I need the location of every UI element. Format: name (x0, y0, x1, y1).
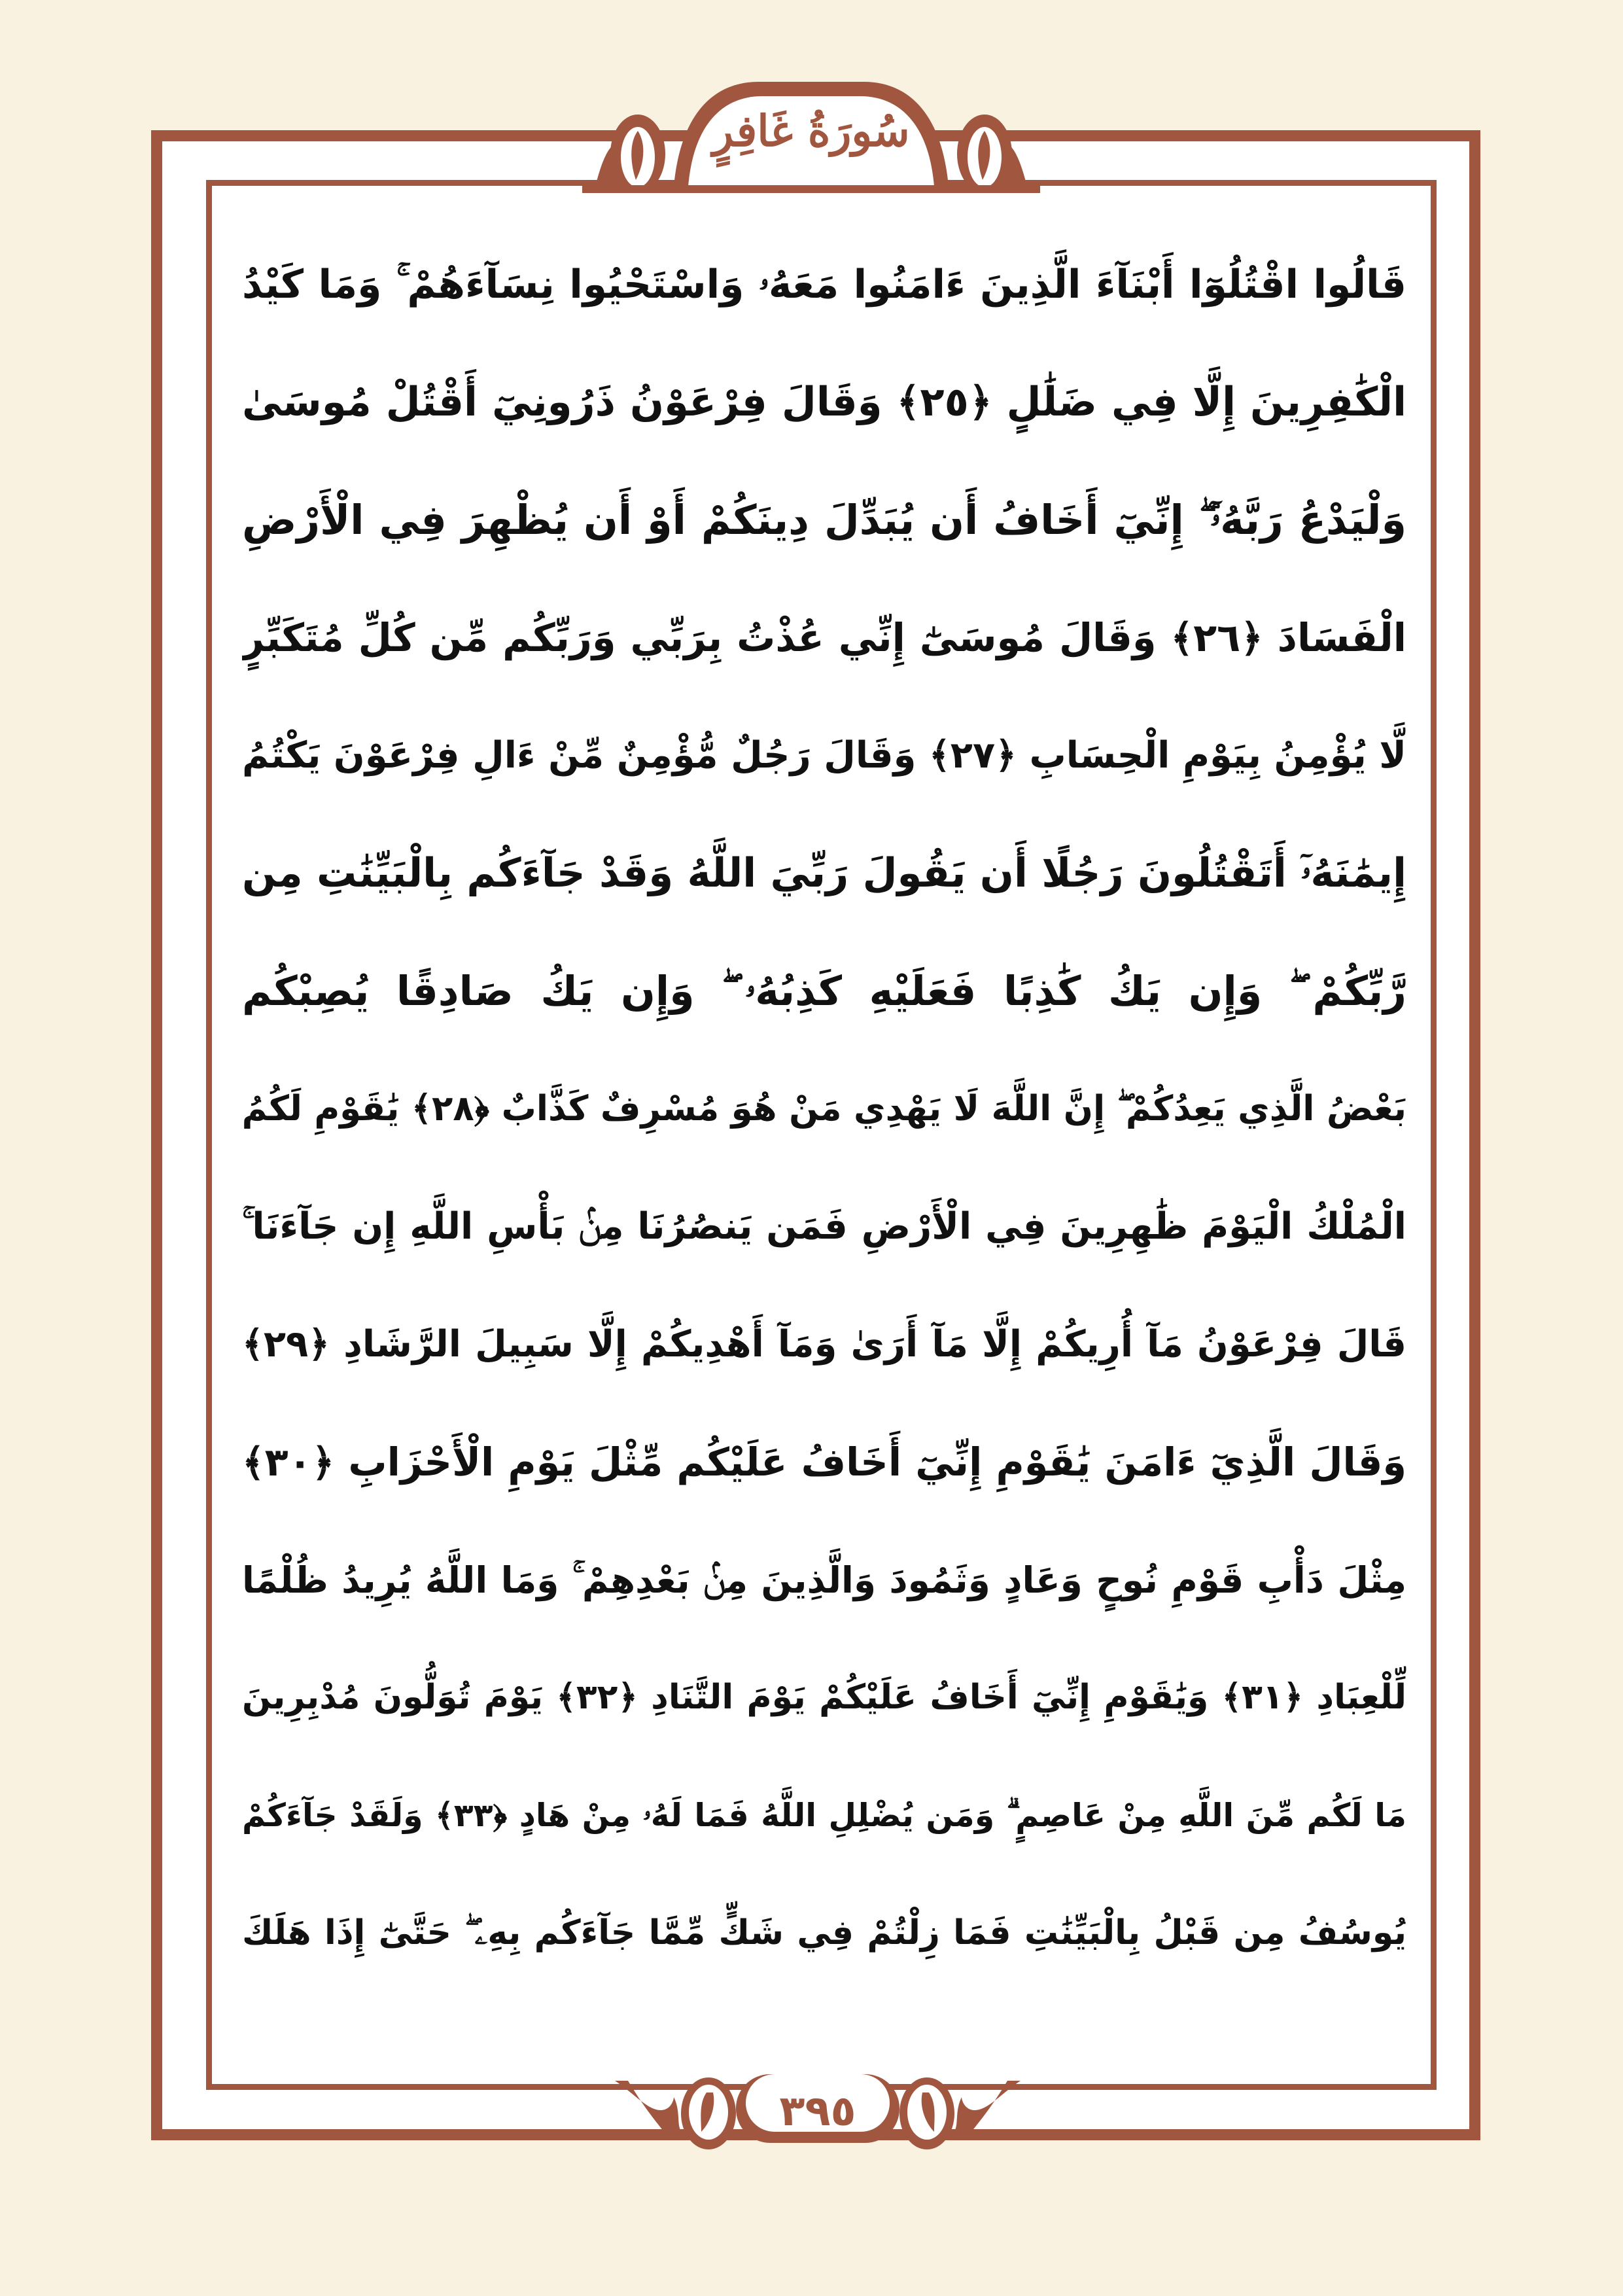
quran-text-body (242, 226, 1406, 2045)
text-line-12 (242, 1521, 1406, 1639)
text-line-6 (242, 815, 1406, 932)
text-line-2 (242, 344, 1406, 461)
line-text: رَّبِّكُمْ ۖ وَإِن يَكُ كَٰذِبًا فَعَلَيْهِ كَذِبُهُۥ ۖ وَإِن يَكُ صَادِقًا يُصِبْكُم (242, 967, 1406, 1016)
line-text: الْفَسَادَ ﴿٢٦﴾ وَقَالَ مُوسَىٰٓ إِنِّي عُذْتُ بِرَبِّي وَرَبِّكُم مِّن كُلِّ مُتَكَبِّرٍ (242, 614, 1406, 660)
line-text: الْمُلْكُ الْيَوْمَ ظَٰهِرِينَ فِي الْأَرْضِ فَمَن يَنصُرُنَا مِنۢ بَأْسِ اللَّهِ إِن جَآءَنَا ۚ (242, 1205, 1406, 1248)
line-text: وَلْيَدْعُ رَبَّهُۥٓ ۖ إِنِّيٓ أَخَافُ أَن يُبَدِّلَ دِينَكُمْ أَوْ أَن يُظْهِرَ فِي الْأَرْضِ (242, 496, 1406, 544)
text-line-1 (242, 226, 1406, 344)
text-line-8 (242, 1050, 1406, 1168)
text-line-15 (242, 1875, 1406, 1992)
text-line-14 (242, 1757, 1406, 1875)
line-text: إِيمَٰنَهُۥٓ أَتَقْتُلُونَ رَجُلًا أَن يَقُولَ رَبِّيَ اللَّهُ وَقَدْ جَآءَكُم بِالْبَيِّنَٰتِ مِن (242, 850, 1406, 897)
text-line-3 (242, 461, 1406, 579)
line-text: يُوسُفُ مِن قَبْلُ بِالْبَيِّنَٰتِ فَمَا زِلْتُمْ فِي شَكٍّ مِّمَّا جَآءَكُم بِهِۦ ۖ حَتَّىٰٓ إِذَا هَلَكَ (242, 1913, 1406, 1953)
text-line-5 (242, 697, 1406, 815)
line-text: لَّا يُؤْمِنُ بِيَوْمِ الْحِسَابِ ﴿٢٧﴾ وَقَالَ رَجُلٌ مُّؤْمِنٌ مِّنْ ءَالِ فِرْعَوْنَ يَكْتُمُ (242, 734, 1406, 777)
text-line-10 (242, 1286, 1406, 1404)
line-text: مِثْلَ دَأْبِ قَوْمِ نُوحٍ وَعَادٍ وَثَمُودَ وَالَّذِينَ مِنۢ بَعْدِهِمْ ۚ وَمَا اللَّهُ يُرِيدُ ظُلْمًا (242, 1559, 1406, 1601)
line-text: مَا لَكُم مِّنَ اللَّهِ مِنْ عَاصِمٍ ۗ وَمَن يُضْلِلِ اللَّهُ فَمَا لَهُۥ مِنْ هَادٍ ﴿٣٣﴾ وَلَقَدْ جَآءَكُمْ (242, 1796, 1406, 1834)
line-text: وَقَالَ الَّذِيٓ ءَامَنَ يَٰقَوْمِ إِنِّيٓ أَخَافُ عَلَيْكُم مِّثْلَ يَوْمِ الْأَحْزَابِ ﴿٣٠﴾ (242, 1439, 1406, 1485)
text-line-7 (242, 932, 1406, 1050)
line-text: الْكَٰفِرِينَ إِلَّا فِي ضَلَٰلٍ ﴿٢٥﴾ وَقَالَ فِرْعَوْنُ ذَرُونِيٓ أَقْتُلْ مُوسَىٰ (242, 379, 1406, 426)
surah-title: سُورَةُ غَافِرٍ (712, 105, 910, 156)
line-text: قَالَ فِرْعَوْنُ مَآ أُرِيكُمْ إِلَّا مَآ أَرَىٰ وَمَآ أَهْدِيكُمْ إِلَّا سَبِيلَ الرَّشَادِ ﴿٢٩﴾ (242, 1323, 1406, 1366)
text-line-4 (242, 579, 1406, 697)
line-text: قَالُوا اقْتُلُوٓا أَبْنَآءَ الَّذِينَ ءَامَنُوا مَعَهُۥ وَاسْتَحْيُوا نِسَآءَهُمْ ۚ وَمَا كَيْدُ (242, 262, 1406, 308)
line-text: بَعْضُ الَّذِي يَعِدُكُمْ ۖ إِنَّ اللَّهَ لَا يَهْدِي مَنْ هُوَ مُسْرِفٌ كَذَّابٌ ﴿٢٨﴾ يَٰقَوْمِ لَكُمُ (242, 1088, 1406, 1129)
text-line-9 (242, 1168, 1406, 1286)
text-line-11 (242, 1404, 1406, 1521)
line-text: لِّلْعِبَادِ ﴿٣١﴾ وَيَٰقَوْمِ إِنِّيٓ أَخَافُ عَلَيْكُمْ يَوْمَ التَّنَادِ ﴿٣٢﴾ يَوْمَ تُوَلُّونَ مُدْبِرِينَ (242, 1678, 1406, 1718)
page-number: ٣٩٥ (779, 2087, 856, 2136)
text-line-13 (242, 1639, 1406, 1757)
